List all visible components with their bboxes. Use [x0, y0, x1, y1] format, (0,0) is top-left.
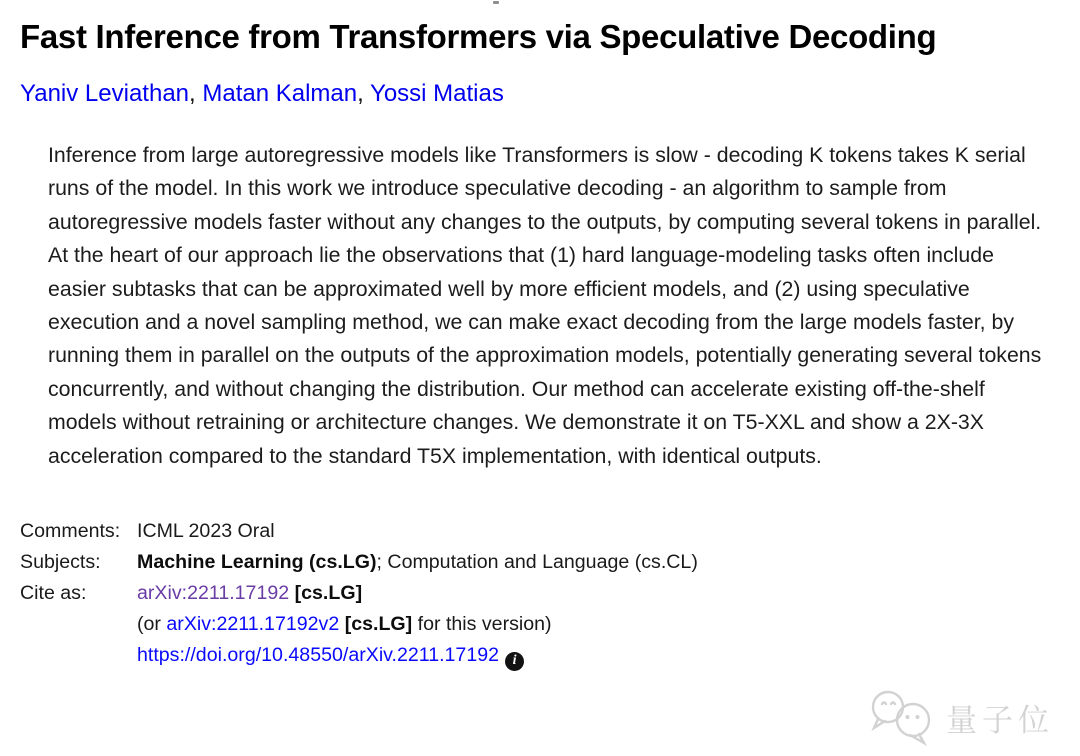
crop-artifact [493, 1, 499, 4]
doi-link[interactable]: https://doi.org/10.48550/arXiv.2211.17192 [137, 644, 500, 667]
qbitai-watermark [864, 686, 1054, 748]
version-category: [cs.LG] [344, 613, 413, 636]
metadata-table [20, 516, 1060, 671]
subjects-row [20, 547, 1060, 578]
comments-value: ICML 2023 Oral [137, 520, 275, 543]
author-link-leviathan[interactable]: Yaniv Leviathan [20, 79, 190, 107]
subjects-primary: Machine Learning (cs.LG) [137, 551, 377, 574]
comments-row [20, 516, 1060, 547]
page-title: Fast Inference from Transformers via Speculative Decoding [20, 18, 937, 55]
watermark-text: 量子位 [946, 702, 1054, 739]
abstract-text: Inference from large autoregressive models like Transformers is slow - decoding K tokens takes K serial runs of the model. In this work we introduce speculative decoding - an algorithm to sample from autoregressive models faster without any changes to the outputs, by computing several tokens in parallel. At the heart of our approach lie the observations that (1) hard language-modeling tasks often include easier subtasks that can be approximated well by more efficient models, and (2) using speculative execution and a novel sampling method, we can make exact decoding from the large models faster, by running them in parallel on the outputs of the approximation models, potentially generating several tokens concurrently, and without changing the distribution. Our method can accelerate existing off-the-shelf models without retraining or architecture changes. We demonstrate it on T5-XXL and show a 2X-3X acceleration compared to the standard T5X implementation, with identical outputs. [48, 142, 1042, 468]
authors-line [20, 80, 1060, 108]
cite-line-doi [137, 640, 1060, 671]
author-link-kalman[interactable]: Matan Kalman [202, 79, 358, 107]
subjects-value [137, 547, 1060, 578]
arxiv-version-link[interactable]: arXiv:2211.17192v2 [166, 613, 340, 636]
cite-as-value [137, 578, 1060, 671]
author-link-matias[interactable]: Yossi Matias [370, 79, 504, 107]
author-separator: , [189, 79, 203, 107]
info-icon[interactable]: i [505, 652, 524, 671]
cite-line-version [137, 609, 1060, 640]
cite-as-row [20, 578, 1060, 671]
author-separator: , [357, 79, 371, 107]
chat-bubbles-icon [864, 686, 938, 748]
comments-label: Comments: [20, 520, 121, 543]
version-prefix: (or [137, 613, 167, 636]
arxiv-id-category: [cs.LG] [294, 582, 363, 605]
version-suffix: for this version) [412, 613, 552, 636]
subjects-label: Subjects: [20, 551, 101, 574]
subjects-secondary: ; Computation and Language (cs.CL) [376, 551, 698, 574]
arxiv-id-link[interactable]: arXiv:2211.17192 [137, 582, 290, 605]
cite-line-canonical [137, 578, 1060, 609]
cite-as-label: Cite as: [20, 582, 87, 605]
